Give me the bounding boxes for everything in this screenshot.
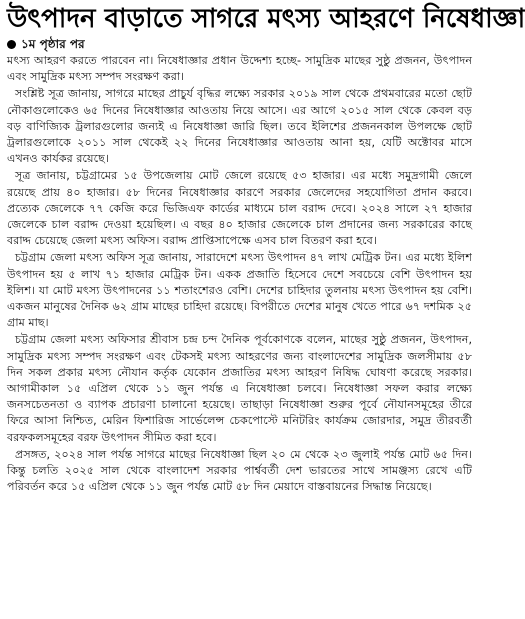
continued-from-label: ১ম পৃষ্ঠার পর: [21, 37, 85, 51]
article-paragraph: সূত্র জানায়, চট্টগ্রামের ১৫ উপজেলায় মোট জেলে রয়েছে ৫৩ হাজার। এর মধ্যে সমুদ্রগামী জেলে রয়েছে প্রায় ৪০ হাজার। ৫৮ দিনের নিষেধাজ্ঞার কারণে সরকার জেলেদের সহযোগিতা প্রদান করবে। প্রত্যেক জেলেকে ৭৭ কেজি করে ভিজিএফ কার্ডের মাধ্যমে চাল বরাদ্দ দেবে। ২০২৪ সালে ২৭ হাজার জেলেকে চাল বরাদ্দ দেওয়া হয়েছিল। এ বছর ৪০ হাজার জেলেকে চাল প্রদানের জন্য সরকারের কাছে বরাদ্দ চেয়েছে জেলা মৎস্য অফিস। বরাদ্দ প্রাপ্তিসাপেক্ষে এসব চাল বিতরণ করা হবে।: [7, 169, 472, 248]
article-paragraph: মৎস্য আহরণ করতে পারবেন না। নিষেধাজ্ঞার প্রধান উদ্দেশ্য হচ্ছে- সামুদ্রিক মাছের সুষ্ঠু প্রজনন, উৎপাদন এবং সামুদ্রিক মৎস্য সম্পদ সংরক্ষণ করা।: [7, 54, 472, 84]
article-paragraph: চট্টগ্রাম জেলা মৎস্য অফিসার শ্রীবাস চন্দ্র চন্দ দৈনিক পূর্বকোণকে বলেন, মাছের সুষ্ঠু প্রজনন, উৎপাদন, সামুদ্রিক মৎস্য সম্পদ সংরক্ষণ এবং টেকসই মৎস্য আহরণের জন্য বাংলাদেশের সামুদ্রিক জলসীমায় ৫৮ দিন সকল প্রকার মৎস্য নৌযান কর্তৃক যেকোন প্রজাতির মৎস্য আহরণ নিষিদ্ধ ঘোষণা করেছে সরকার। আগামীকাল ১৫ এপ্রিল থেকে ১১ জুন পর্যন্ত এ নিষেধাজ্ঞা চলবে। নিষেধাজ্ঞা সফল করার লক্ষ্যে জনসচেতনতা ও ব্যাপক প্রচারণা চালানো হয়েছে। তাছাড়া নিষেধাজ্ঞা শুরুর পূর্বে নৌযানসমূহের তীরে ফিরে আসা নিশ্চিত, মেরিন ফিশারিজ সার্ভেলেন্স চেকপোস্টে মনিটরিং কার্যক্রম জোরদার, সমুদ্র তীরবর্তী বরফকলসমূহের বরফ উৎপাদন সীমিত করা হবে।: [7, 333, 472, 444]
continued-from-line: [7, 37, 472, 52]
article-paragraph: প্রসঙ্গত, ২০২৪ সাল পর্যন্ত সাগরে মাছের নিষেধাজ্ঞা ছিল ২০ মে থেকে ২৩ জুলাই পর্যন্ত মোট ৬৫ দিন। কিন্তু চলতি ২০২৫ সাল থেকে বাংলাদেশ সরকার পার্শ্ববর্তী দেশ ভারতের সাথে সামঞ্জস্য রেখে এটি পরিবর্তন করে ১৫ এপ্রিল থেকে ১১ জুন পর্যন্ত মোট ৫৮ দিন মেয়াদে বাস্তবায়নের সিদ্ধান্ত নিয়েছে।: [7, 447, 472, 494]
bullet-icon: [7, 40, 16, 49]
article-paragraph: সংশ্লিষ্ট সূত্র জানায়, সাগরে মাছের প্রাচুর্য বৃদ্ধির লক্ষ্যে সরকার ২০১৯ সাল থেকে প্রথমবারের মতো ছোট নৌকাগুলোকেও ৬৫ দিনের নিষেধাজ্ঞার আওতায় নিয়ে আসে। এর আগে ২০১৫ সাল থেকে কেবল বড় বড় বাণিজ্যিক ট্রলারগুলোর জন্যই এ নিষেধাজ্ঞা জারি ছিল। তবে ইলিশের প্রজননকাল উপলক্ষে ছোট ট্রলারগুলোকে ২০১১ সাল থেকেই ২২ দিনের নিষেধাজ্ঞার আওতায় আনা হয়, যেটি অক্টোবর মাসে এখনও কার্যকর রয়েছে।: [7, 87, 472, 166]
article-paragraph: চট্টগ্রাম জেলা মৎস্য অফিস সূত্র জানায়, সারাদেশে মৎস্য উৎপাদন ৪৭ লাখ মেট্রিক টন। এর মধ্যে ইলিশ উৎপাদন হয় ৫ লাখ ৭১ হাজার মেট্রিক টন। একক প্রজাতি হিসেবে দেশে সবচেয়ে বেশি উৎপাদন হয় ইলিশ। যা মোট মৎস্য উৎপাদনের ১১ শতাংশেরও বেশি। দেশের চাহিদার তুলনায় মৎস্য উৎপাদন হয় বেশি। একজন মানুষের দৈনিক ৬২ গ্রাম মাছের চাহিদা রয়েছে। বিপরীতে দেশের মানুষ খেতে পারে ৬৭ দশমিক ২৫ গ্রাম মাছ।: [7, 251, 472, 330]
headline: উৎপাদন বাড়াতে সাগরে মৎস্য আহরণে নিষেধাজ্ঞা: [7, 4, 525, 34]
article-body: [7, 53, 472, 495]
